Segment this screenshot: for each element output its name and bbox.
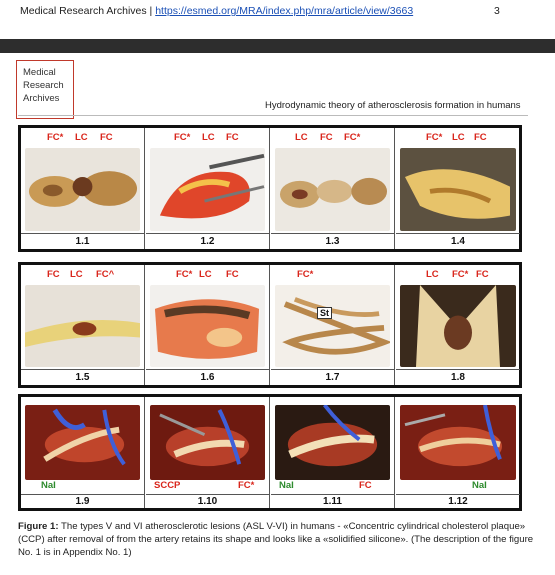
label-fc: FC (476, 269, 489, 280)
figure-panel-row-1 (18, 125, 522, 252)
surgical-photo (275, 405, 390, 480)
figure-cell (271, 128, 395, 249)
label-nai: NaI (472, 480, 487, 491)
running-head: Hydrodynamic theory of atherosclerosis formation in humans (265, 100, 521, 111)
plaque-photo (25, 285, 140, 367)
article-link[interactable]: https://esmed.org/MRA/index.php/mra/article/view/3663 (155, 5, 414, 17)
plaque-photo (400, 285, 516, 367)
figure-number: 1.4 (396, 233, 520, 249)
label-lc: LC (295, 132, 308, 143)
surgical-photo (150, 405, 265, 480)
label-fc: FC* (174, 132, 191, 143)
label-lc: LC (452, 132, 465, 143)
plaque-photo (25, 148, 140, 231)
journal-name: Medical Research Archives | (20, 5, 153, 17)
figure-cell (21, 397, 145, 508)
label-lc: LC (199, 269, 212, 280)
figure-number: 1.9 (21, 494, 144, 508)
figure-caption-label: Figure 1: (18, 521, 59, 532)
label-fc: FC* (297, 269, 314, 280)
figure-cell (396, 265, 520, 385)
surgical-photo (25, 405, 140, 480)
label-sccp: SCCP (154, 480, 181, 491)
label-fc: FC (100, 132, 113, 143)
figure-number: 1.5 (21, 369, 144, 385)
figure-number: 1.2 (146, 233, 269, 249)
figure-cell (271, 265, 395, 385)
figure-number: 1.7 (271, 369, 394, 385)
plaque-photo (275, 285, 390, 367)
plaque-photo (150, 285, 265, 367)
plaque-photo (275, 148, 390, 231)
label-fc: FC* (47, 132, 64, 143)
figure-cell (146, 397, 270, 508)
figure-number: 1.1 (21, 233, 144, 249)
surgical-photo (400, 405, 516, 480)
label-lc: LC (75, 132, 88, 143)
logo-line-3: Archives (23, 93, 60, 104)
figure-cell (21, 128, 145, 249)
label-nai: NaI (279, 480, 294, 491)
plaque-photo (400, 148, 516, 231)
journal-logo (16, 60, 74, 119)
header-rule (18, 115, 528, 116)
figure-cell (396, 128, 520, 249)
journal-header (20, 5, 413, 17)
label-fc: FC (226, 132, 239, 143)
figure-caption-text: The types V and VI atherosclerotic lesions (ASL V-VI) in humans - «Concentric cylindrical cholesterol plaque» (CCP) after removal of from the artery retains its shape and looks like a «solidified silicone». (The description of the figure No. 1 is in Appendix No. 1) (18, 521, 534, 558)
label-fc: FC (226, 269, 239, 280)
label-lc: LC (70, 269, 83, 280)
figure-cell (146, 265, 270, 385)
figure-cell (271, 397, 395, 508)
logo-line-1: Medical (23, 67, 56, 78)
label-nai: NaI (41, 480, 56, 491)
figure-number: 1.6 (146, 369, 269, 385)
figure-number: 1.11 (271, 494, 394, 508)
label-lc: LC (202, 132, 215, 143)
stent-label: St (317, 307, 332, 319)
figure-cell (396, 397, 520, 508)
figure-caption (18, 520, 534, 559)
label-fc: FC (320, 132, 333, 143)
figure-cell (21, 265, 145, 385)
label-fc: FC (47, 269, 60, 280)
label-fc: FC* (426, 132, 443, 143)
figure-number: 1.3 (271, 233, 394, 249)
page-number: 3 (494, 5, 500, 17)
label-fc: FC* (344, 132, 361, 143)
header-bar (0, 39, 555, 53)
label-fc: FC* (452, 269, 469, 280)
figure-number: 1.12 (396, 494, 520, 508)
logo-line-2: Research (23, 80, 64, 91)
plaque-photo (150, 148, 265, 231)
label-fc: FC (359, 480, 372, 491)
figure-panel-row-2 (18, 262, 522, 388)
label-fc: FC* (176, 269, 193, 280)
figure-cell (146, 128, 270, 249)
label-lc: LC (426, 269, 439, 280)
label-fc: FC (474, 132, 487, 143)
label-fc: FC* (238, 480, 255, 491)
figure-number: 1.10 (146, 494, 269, 508)
label-fc: FC^ (96, 269, 115, 280)
figure-number: 1.8 (396, 369, 520, 385)
figure-panel-row-3 (18, 394, 522, 511)
